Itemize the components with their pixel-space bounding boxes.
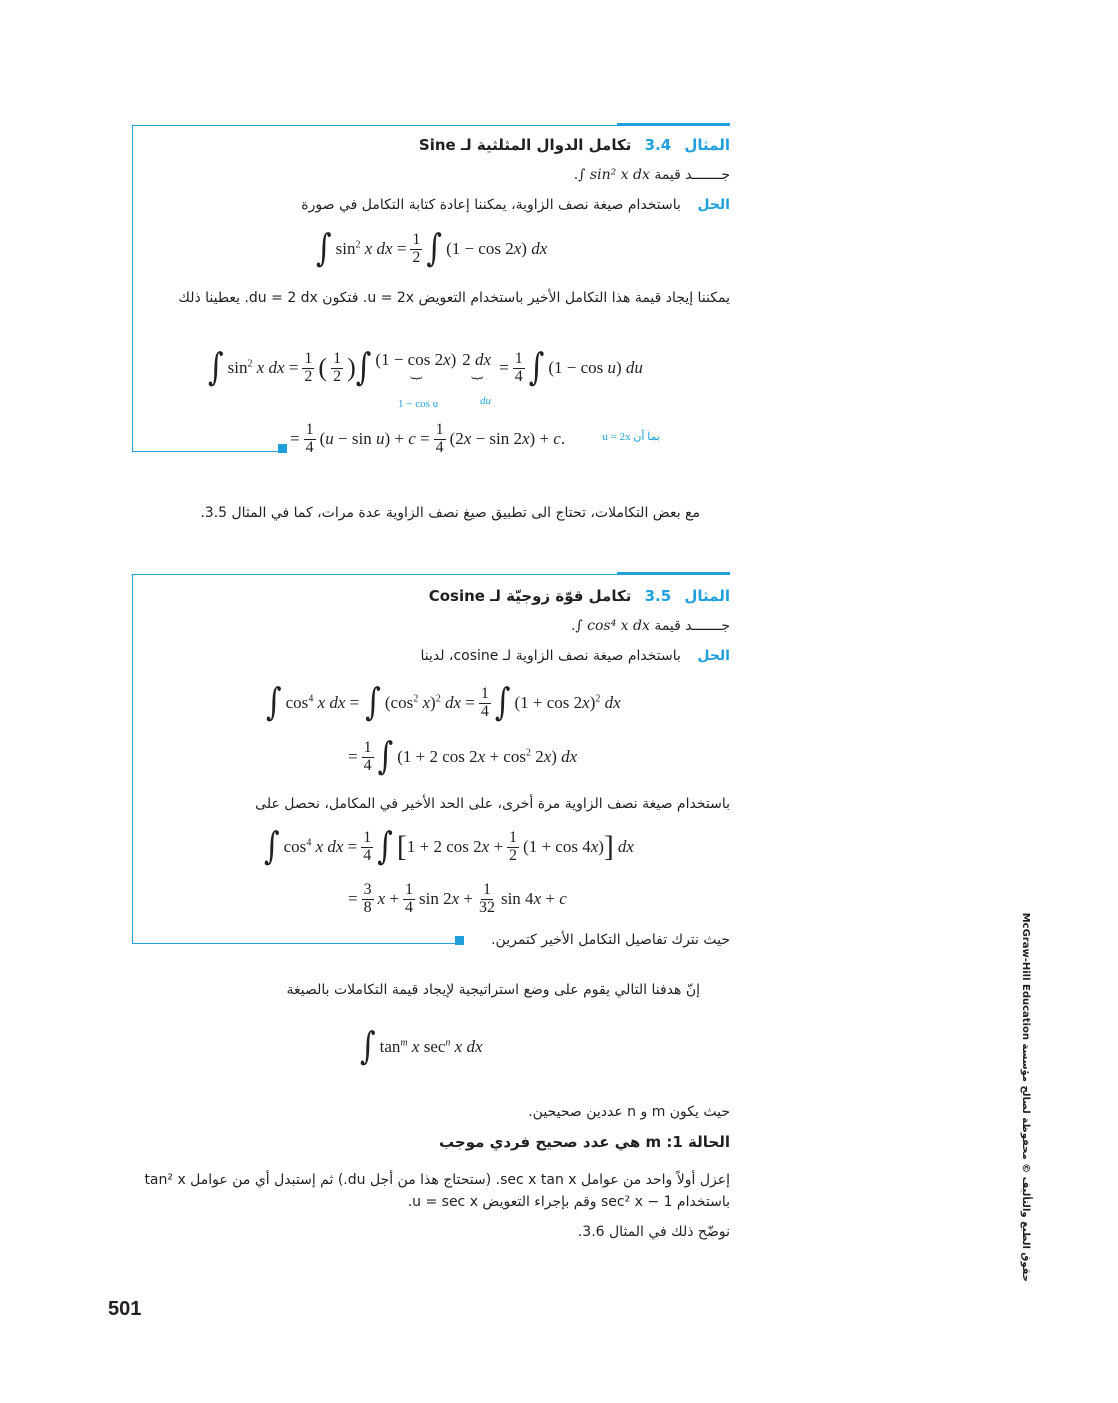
page-number: 501 (108, 1298, 142, 1320)
example-34-left-rule (132, 125, 133, 452)
example-35-heading (410, 587, 730, 605)
paragraph-between-examples: مع بعض التكاملات، تحتاج الى تطبيق صيغ نصف الزاوية عدة مرات، كما في المثال 3.5. (200, 505, 700, 521)
since-note: بما أن u = 2x (602, 431, 660, 443)
example-title: تكامل قوّة زوجيّة لـ Cosine (428, 587, 632, 605)
example-label: المثال (684, 587, 730, 605)
example-34-top-accent (617, 123, 730, 126)
example-35-again: باستخدام صيغة نصف الزاوية مرة أخرى، على الحد الأخير في المكامل، نحصل على (255, 796, 730, 812)
example-34-solution: الحل باستخدام صيغة نصف الزاوية، يمكننا إعادة كتابة التكامل في صورة (301, 197, 730, 213)
equation-cos4-result: = $\frac{3}{8}$ x + $\frac{1}{4}$ sin 2x + $\frac{1}{32}$ sin 4x + c (348, 881, 567, 916)
equation-sin2-half-angle: ∫ $\sin^2 x$ dx = $\frac{1}{2}$ ∫ (1 − cos 2x) dx (316, 226, 548, 271)
brace-note-one-minus-cos-u: 1 − cos u (398, 398, 439, 410)
goal-paragraph: إنّ هدفنا التالي يقوم على وضع استراتيجية لإيجاد قيمة التكاملات بالصيغة (286, 982, 700, 998)
solution-label: الحل (697, 648, 730, 664)
equation-sin2-substitution: ∫ $\sin^2 x$ dx = $\frac{1}{2}$ ( $\frac{1}{2}$ ) ∫ (1 − cos 2x) } 2 dx } = $\frac{1}{4}$ ∫ (1 − cos u) du (208, 345, 643, 390)
side-copyright-text: حقوق الطبع والتأليف © محفوظة لصالح مؤسسة McGraw-Hill Education (1020, 912, 1031, 1282)
brace-note-du: du (480, 395, 491, 407)
example-title: تكامل الدوال المثلثية لـ Sine (418, 136, 632, 154)
equation-cos4-step2: = $\frac{1}{4}$ ∫ (1 + 2 $\cos 2x + \cos^2 2x$) dx (348, 734, 578, 779)
example-number: 3.5 (644, 587, 672, 605)
example-35-find: جـــــــد قيمة ∫ cos⁴ x dx. (570, 618, 730, 634)
example-34-bottom-rule (132, 451, 282, 452)
equation-tan-sec-form: ∫ $\tan^m x$ $\sec^n x$ dx (360, 1024, 483, 1069)
example-35-left-rule (132, 574, 133, 944)
example-35-top-accent (617, 572, 730, 575)
side-copyright (1017, 912, 1031, 1282)
end-of-example-34-mark (278, 444, 287, 453)
example-34-find: جـــــــد قيمة ∫ sin² x dx. (573, 167, 730, 183)
example-label: المثال (684, 136, 730, 154)
illustrate-paragraph: نوضّح ذلك في المثال 3.6. (577, 1224, 730, 1240)
case-1-line-1: إعزل أولاً واحد من عوامل sec x tan x. (ستحتاج هذا من أجل du.) ثم إستبدل أي من عوامل tan² x (144, 1172, 730, 1188)
equation-cos4-step3: ∫ $\cos^4 x$ dx = $\frac{1}{4}$ ∫ [ 1 + 2 cos 2x + $\frac{1}{2}$ (1 + cos 4x) ] dx (264, 824, 634, 869)
end-of-example-35-mark (455, 936, 464, 945)
example-35-bottom-rule (132, 943, 458, 944)
solution-label: الحل (697, 197, 730, 213)
equation-cos4-step1: ∫ $\cos^4 x$ dx = ∫ ($\cos^2$ x)$^2$ dx = $\frac{1}{4}$ ∫ $(1 + \cos 2x)^2$ dx (266, 680, 621, 725)
case-1-heading: الحالة 1: m هي عدد صحيح فردي موجب (439, 1133, 730, 1151)
example-34-substitution: يمكننا إيجاد قيمة هذا التكامل الأخير باستخدام التعويض u = 2x. فتكون du = 2 dx. يعطينا ذلك (178, 290, 730, 306)
example-35-closing: حيث نترك تفاصيل التكامل الأخير كتمرين. (491, 932, 730, 948)
example-34-heading (410, 136, 730, 154)
case-1-line-2: باستخدام sec² x − 1 وقم بإجراء التعويض u = sec x. (407, 1194, 730, 1210)
example-35-solution: الحل باستخدام صيغة نصف الزاوية لـ cosine، لدينا (420, 648, 730, 664)
integers-paragraph: حيث يكون m و n عددين صحيحين. (528, 1104, 730, 1120)
example-number: 3.4 (644, 136, 672, 154)
equation-sin2-result: = $\frac{1}{4}$ (u − sin u) + c = $\frac{1}{4}$ (2x − sin 2x) + c. (290, 421, 566, 456)
